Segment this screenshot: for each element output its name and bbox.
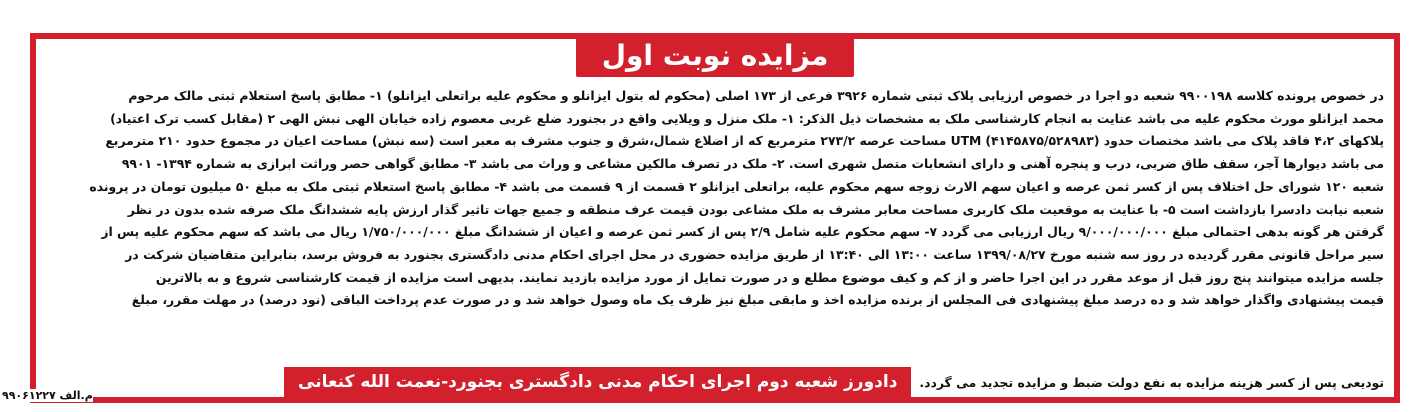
signature-banner: دادورز شعبه دوم اجرای احکام مدنی دادگستری بجنورد-نعمت الله کنعانی [284, 367, 911, 397]
notice-line: محمد ایزانلو مورث محکوم علیه می باشد عنایت به انجام کارشناسی ملک به مشخصات ذیل الذکر: ۱- ملک منزل و ویلایی واقع در بجنورد ضلع غربی معصوم زاده خیابان الهی نبش الهی ۲ (مقابل کسب ترک اعتیاد) [110, 110, 1384, 126]
notice-line: گرفتن هر گونه بدهی احتمالی مبلغ ۹/۰۰۰/۰۰۰/۰۰۰ ریال ارزیابی می گردد ۷- سهم محکوم علیه شامل ۲/۹ پس از کسر ثمن عرصه و اعیان از ششدانگ مبلغ ۱/۷۵۰/۰۰۰/۰۰۰ ریال می باشد که سهم محکوم علیه پس از [101, 224, 1384, 240]
notice-line: شعبه نیابت دادسرا بازداشت است ۵- با عنایت به موقعیت ملک کاربری مساحت معابر مشرف به ملک مشاعی بودن قیمت عرف منطقه و جمیع جهات تاثیر گذار ارزش پایه ششدانگ ملک صرفه شده بدون در نظر [127, 201, 1384, 217]
notice-line: پلاکهای ۴،۲ فاقد پلاک می باشد مختصات حدود UTM (۴۱۴۵۸۷۵/۵۲۸۹۸۳) مساحت عرصه ۲۷۳/۲ مترمربع که از اضلاع شمال،شرق و جنوب مشرف به معبر است (سه نبش) مساحت اعیان در مجموع حدود ۲۱۰ مترمربع [105, 133, 1384, 149]
notice-body [46, 85, 1384, 312]
notice-frame [30, 33, 1400, 403]
notice-line: سیر مراحل قانونی مقرر گردیده در روز سه شنبه مورخ ۱۳۹۹/۰۸/۲۷ ساعت ۱۳:۰۰ الی ۱۳:۴۰ از طریق مزایده حضوری در محل اجرای احکام مدنی دادگستری بجنورد به فروش برسد، بنابراین متقاضیان شرکت در [125, 246, 1384, 262]
notice-line: جلسه مزایده میتوانند پنج روز قبل از موعد مقرر در این اجرا حاضر و از کم و کیف موضوع مطلع و در صورت تمایل از مورد مزایده بازدید نمایند. بدیهی است مزایده از قیمت کارشناسی شروع و به بالاترین [155, 269, 1384, 285]
notice-line: قیمت پیشنهادی واگذار خواهد شد و ده درصد مبلغ پیشنهادی فی المجلس از برنده مزایده اخذ و مابقی مبلغ نیز ظرف یک ماه وصول خواهد شد و در صورت عدم پرداخت الباقی (نود درصد) در مهلت مقرر، مبلغ [131, 292, 1384, 308]
notice-title: مزایده نوبت اول [576, 35, 855, 77]
notice-footer [36, 367, 1394, 397]
notice-line: شعبه ۱۲۰ شورای حل اختلاف پس از کسر ثمن عرصه و اعیان سهم الارث زوجه سهم محکوم علیه، براتعلی ایزانلو ۲ قسمت از ۹ قسمت می باشد ۴- مطابق پاسخ استعلام ثبتی ملک به مبلغ ۵۰ میلیون تومان در پرونده [89, 178, 1384, 194]
title-wrap [36, 35, 1394, 77]
notice-line: در خصوص پرونده کلاسه ۹۹۰۰۱۹۸ شعبه دو اجرا در خصوص ارزیابی پلاک ثبتی شماره ۳۹۲۶ فرعی از ۱۷۳ اصلی (محکوم له بتول ایزانلو و محکوم علیه براتعلی ایزانلو) ۱- مطابق پاسخ استعلام ثبتی مالک مرحوم [128, 88, 1384, 103]
notice-line: می باشد دیوارها آجر، سقف طاق ضربی، درب و پنجره آهنی و دارای انشعابات متصل شهری است. ۲- ملک در تصرف مالکین مشاعی و وراث می باشد ۳- مطابق گواهی حصر وراثت ابرازی به شماره ۱۳۹۴- ۹۹۰۱ [121, 156, 1384, 172]
notice-code: م.الف ۹۹۰۶۱۲۲۷ [2, 389, 93, 402]
notice-last-line: تودیعی پس از کسر هزینه مزایده به نفع دولت ضبط و مزایده تجدید می گردد. [919, 374, 1384, 390]
